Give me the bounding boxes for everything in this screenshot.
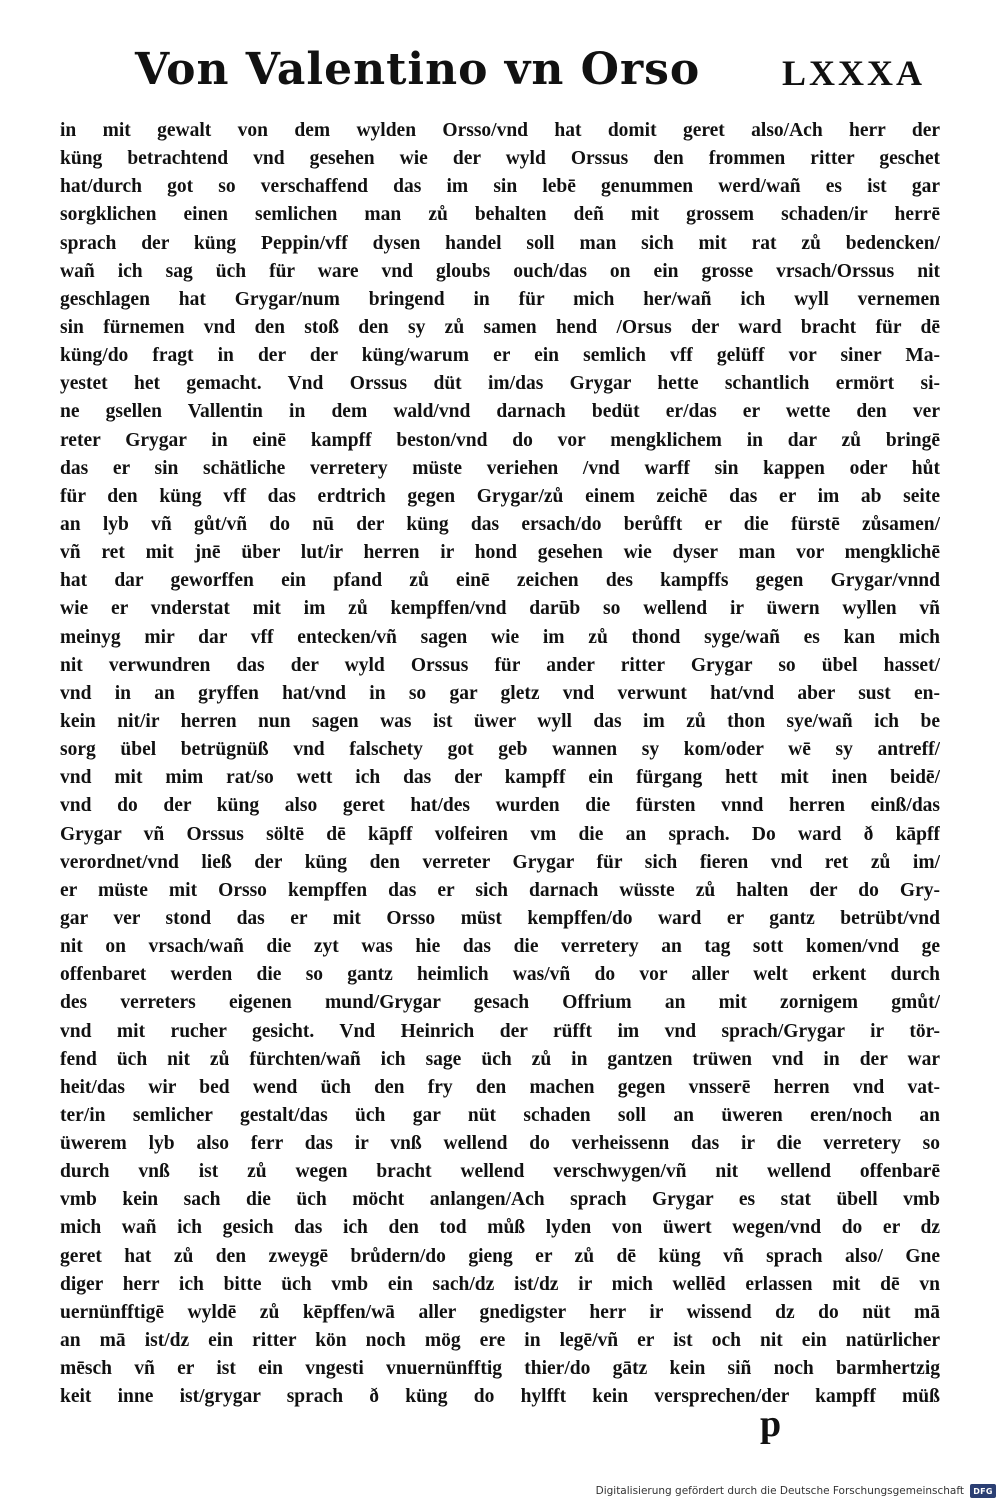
- text-line: heit/das wir bed wend üch den fry den machen gegen vnsserē herren vnd vat-: [60, 1076, 940, 1098]
- text-line: nit verwundren das der wyld Orssus für ander ritter Grygar so übel hasset/: [60, 654, 940, 676]
- text-line: wie er vnderstat mit im zů kempffen/vnd darūb so wellend ir üwern wyllen vñ: [60, 598, 940, 620]
- text-line: sorgklichen einen semlichen man zů behalten deñ mit grossem schaden/ir herrē: [60, 204, 940, 226]
- text-line: hat/durch got so verschaffend das im sin lebē genummen werd/wañ es ist gar: [60, 176, 940, 198]
- text-line: geret hat zů den zweygē brůdern/do gieng er zů dē küng vñ sprach also/ Gne: [60, 1245, 940, 1267]
- text-line: er müste mit Orsso kempffen das er sich darnach wüsste zů halten der do Gry-: [60, 879, 940, 901]
- text-line: das er sin schätliche verretery müste veriehen /vnd warff sin kappen oder hůt: [60, 457, 940, 479]
- text-line: reter Grygar in einē kampff beston/vnd do vor mengklichem in dar zů bringē: [60, 429, 940, 451]
- text-line: yestet het gemacht. Vnd Orssus düt im/das Grygar hette schantlich ermört si-: [60, 373, 940, 395]
- footer-credit: Digitalisierung gefördert durch die Deutsche Forschungsgemeinschaft: [595, 1485, 964, 1497]
- text-line: verordnet/vnd ließ der küng den verreter Grygar für sich fieren vnd ret zů im/: [60, 851, 940, 873]
- text-line: fend üch nit zů fürchten/wañ ich sage üch zů in gantzen trüwen vnd in der war: [60, 1048, 940, 1070]
- text-line: in mit gewalt von dem wylden Orsso/vnd hat domit geret also/Ach herr der: [60, 120, 940, 141]
- text-line: hat dar geworffen ein pfand zů einē zeichen des kampffs gegen Grygar/vnnd: [60, 570, 940, 592]
- text-line: diger herr ich bitte üch vmb ein sach/dz ist/dz ir mich wellēd erlassen mit dē vn: [60, 1273, 940, 1295]
- text-line: vnd in an gryffen hat/vnd in so gar gletz vnd verwunt hat/vnd aber sust en-: [60, 682, 940, 704]
- page-header: [115, 40, 935, 110]
- running-title: Von Valentino vn Orso: [135, 44, 701, 95]
- text-line: vnd do der küng also geret hat/des wurden die fürsten vnnd herren einß/das: [60, 795, 940, 817]
- dfg-logo-icon: [970, 1484, 996, 1498]
- text-line: mich wañ ich gesich das ich den tod můß lyden von üwert wegen/vnd do er dz: [60, 1217, 940, 1239]
- text-line: an mā ist/dz ein ritter kön noch mög ere in legē/vñ er ist och nit ein natürlicher: [60, 1330, 940, 1352]
- body-text: [60, 117, 940, 1411]
- text-line: geschlagen hat Grygar/num bringend in für mich her/wañ ich wyll vernemen: [60, 288, 940, 310]
- text-line: sprach der küng Peppin/vff dysen handel soll man sich mit rat zů bedencken/: [60, 232, 940, 254]
- text-line: durch vnß ist zů wegen bracht wellend verschwygen/vñ nit wellend offenbarē: [60, 1161, 940, 1183]
- text-line: des verreters eigenen mund/Grygar gesach Offrium an mit zornigem gmůt/: [60, 992, 940, 1014]
- text-line: üwerem lyb also ferr das ir vnß wellend do verheissenn das ir die verretery so: [60, 1133, 940, 1155]
- text-line: keit inne ist/grygar sprach ð küng do hylfft kein versprechen/der kampff müß: [60, 1386, 940, 1408]
- text-line: nit on vrsach/wañ die zyt was hie das die verretery an tag sott komen/vnd ge: [60, 936, 940, 958]
- text-line: an lyb vñ gůt/vñ do nū der küng das ersach/do berůfft er die fürstē zůsamen/: [60, 513, 940, 535]
- folio-number: LXXXA: [781, 53, 925, 93]
- signature-mark: p: [760, 1403, 782, 1445]
- text-line: vmb kein sach die üch möcht anlangen/Ach sprach Grygar es stat übell vmb: [60, 1189, 940, 1211]
- text-line: mēsch vñ er ist ein vngesti vnuernünfftig thier/do gātz kein siñ noch barmhertzig: [60, 1358, 940, 1380]
- text-line: meinyg mir dar vff entecken/vñ sagen wie im zů thond syge/wañ es kan mich: [60, 626, 940, 648]
- text-line: für den küng vff das erdtrich gegen Grygar/zů einem zeichē das er im ab seite: [60, 485, 940, 507]
- text-line: ter/in semlicher gestalt/das üch gar nüt schaden soll an üweren eren/noch an: [60, 1104, 940, 1126]
- text-line: vnd mit rucher gesicht. Vnd Heinrich der rüfft im vnd sprach/Grygar ir tör-: [60, 1020, 940, 1042]
- text-line: ne gsellen Vallentin in dem wald/vnd darnach bedüt er/das er wette den ver: [60, 401, 940, 423]
- text-line: küng betrachtend vnd gesehen wie der wyld Orssus den frommen ritter geschet: [60, 148, 940, 170]
- text-line: wañ ich sag üch für ware vnd gloubs ouch/das on ein grosse vrsach/Orssus nit: [60, 260, 940, 282]
- dfg-logo-text: DFG: [973, 1486, 993, 1496]
- text-line: vnd mit mim rat/so wett ich das der kampff ein fürgang hett mit inen beidē/: [60, 767, 940, 789]
- text-line: sorg übel betrügnüß vnd falschety got geb wannen sy kom/oder wē sy antreff/: [60, 739, 940, 761]
- text-line: küng/do fragt in der der küng/warum er ein semlich vff gelüff vor siner Ma-: [60, 345, 940, 367]
- text-line: vñ ret mit jnē über lut/ir herren ir hond gesehen wie dyser man vor mengklichē: [60, 542, 940, 564]
- footer: [596, 1479, 996, 1503]
- text-line: offenbaret werden die so gantz heimlich was/vñ do vor aller welt erkent durch: [60, 964, 940, 986]
- text-line: kein nit/ir herren nun sagen was ist üwer wyll das im zů thon sye/wañ ich be: [60, 710, 940, 732]
- text-line: uernünfftigē wyldē zů kēpffen/wā aller gnedigster herr ir wissend dz do nüt mā: [60, 1301, 940, 1323]
- text-line: Grygar vñ Orssus söltē dē kāpff volfeiren vm die an sprach. Do ward ð kāpff: [60, 823, 940, 845]
- text-line: gar ver stond das er mit Orsso müst kempffen/do ward er gantz betrübt/vnd: [60, 907, 940, 929]
- text-line: sin fürnemen vnd den stoß den sy zů samen hend /Orsus der ward bracht für dē: [60, 316, 940, 338]
